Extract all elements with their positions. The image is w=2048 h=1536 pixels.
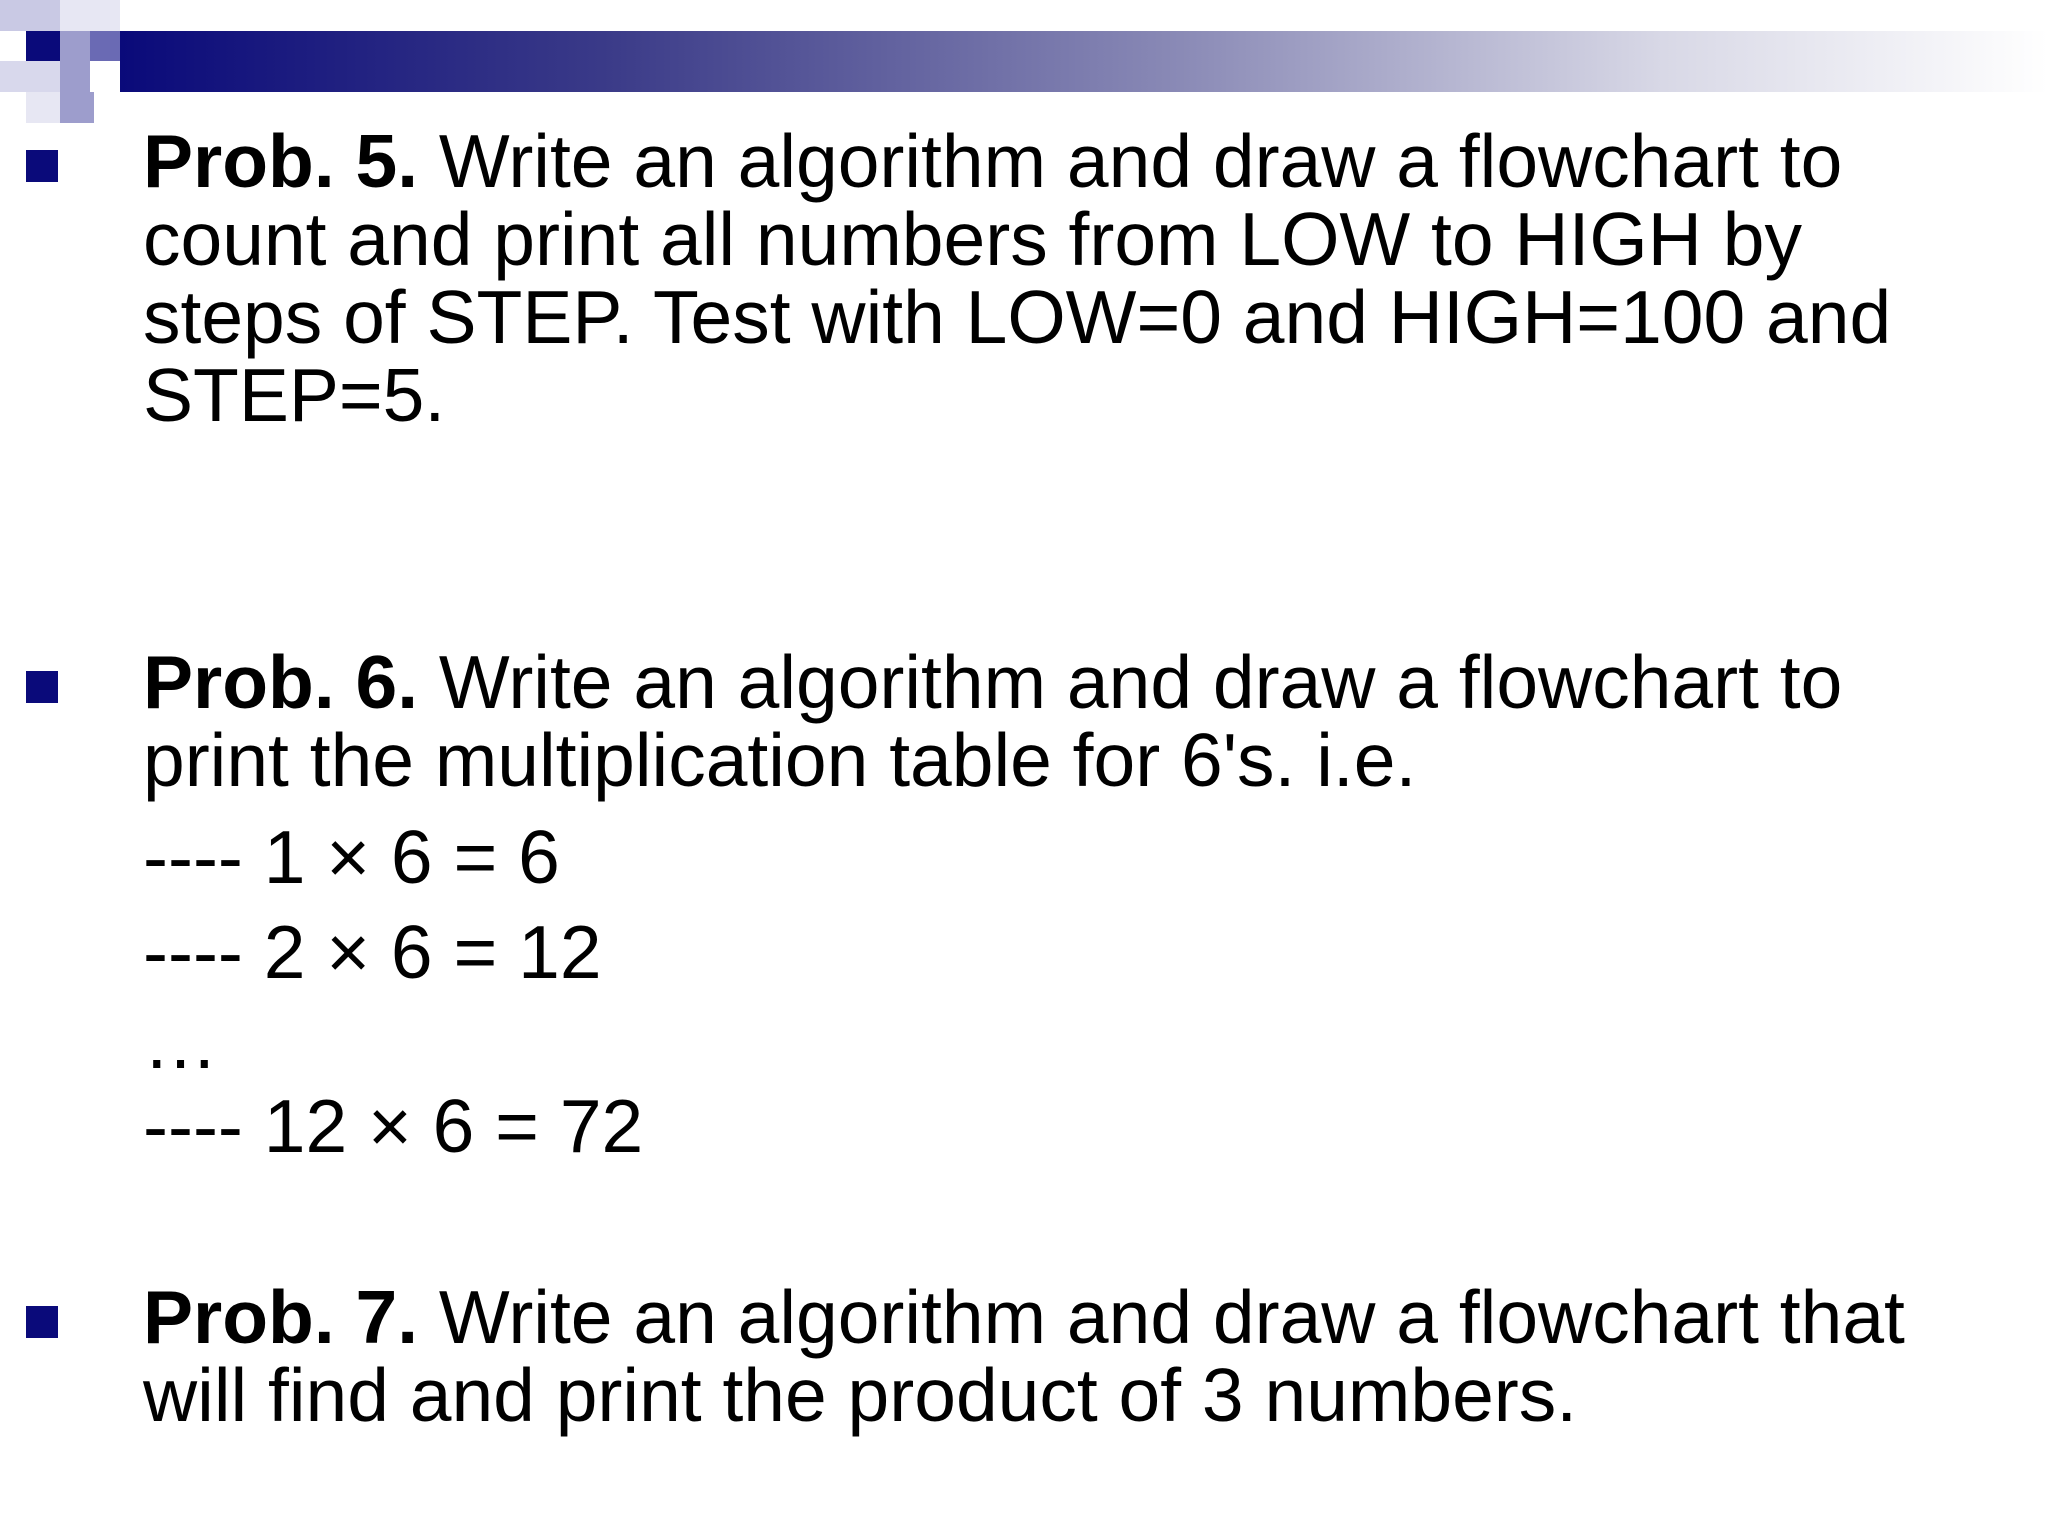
decorative-square (60, 31, 90, 92)
problem-7-item (143, 1275, 2033, 1437)
problem-5-line-3: steps of STEP. Test with LOW=0 and HIGH=100 and (143, 275, 1892, 359)
table-line: ---- 12 × 6 = 72 (143, 1084, 644, 1168)
decorative-square (0, 0, 60, 31)
problem-6-item (143, 640, 2033, 802)
problem-5-text (143, 119, 2033, 437)
decorative-square (0, 61, 60, 92)
decorative-square (90, 31, 120, 61)
problem-5-label: Prob. 5. (143, 119, 419, 203)
decorative-square (60, 0, 120, 31)
square-bullet-icon (26, 671, 58, 703)
problem-5-line-2: count and print all numbers from LOW to HIGH by (143, 197, 1802, 281)
problem-5-item (143, 119, 2033, 437)
title-gradient-bar (120, 31, 2048, 92)
decorative-square (26, 31, 60, 61)
decorative-square (26, 92, 60, 123)
problem-5-line-4: STEP=5. (143, 353, 446, 437)
problem-7-line-2: will find and print the product of 3 numbers. (143, 1353, 1578, 1437)
problem-6-line-2: print the multiplication table for 6's. i.e. (143, 718, 1417, 802)
table-line-ellipsis: … (143, 1000, 218, 1084)
square-bullet-icon (26, 150, 58, 182)
table-line: ---- 1 × 6 = 6 (143, 815, 560, 899)
problem-6-text (143, 640, 2033, 802)
square-bullet-icon (26, 1306, 58, 1338)
table-line: ---- 2 × 6 = 12 (143, 910, 602, 994)
decorative-square (60, 92, 94, 123)
problem-5-line-1: Write an algorithm and draw a flowchart to (418, 119, 1843, 203)
problem-6-label: Prob. 6. (143, 640, 419, 724)
problem-7-label: Prob. 7. (143, 1275, 419, 1359)
problem-6-line-1: Write an algorithm and draw a flowchart to (418, 640, 1843, 724)
problem-7-text (143, 1275, 2033, 1437)
problem-7-line-1: Write an algorithm and draw a flowchart that (418, 1275, 1905, 1359)
